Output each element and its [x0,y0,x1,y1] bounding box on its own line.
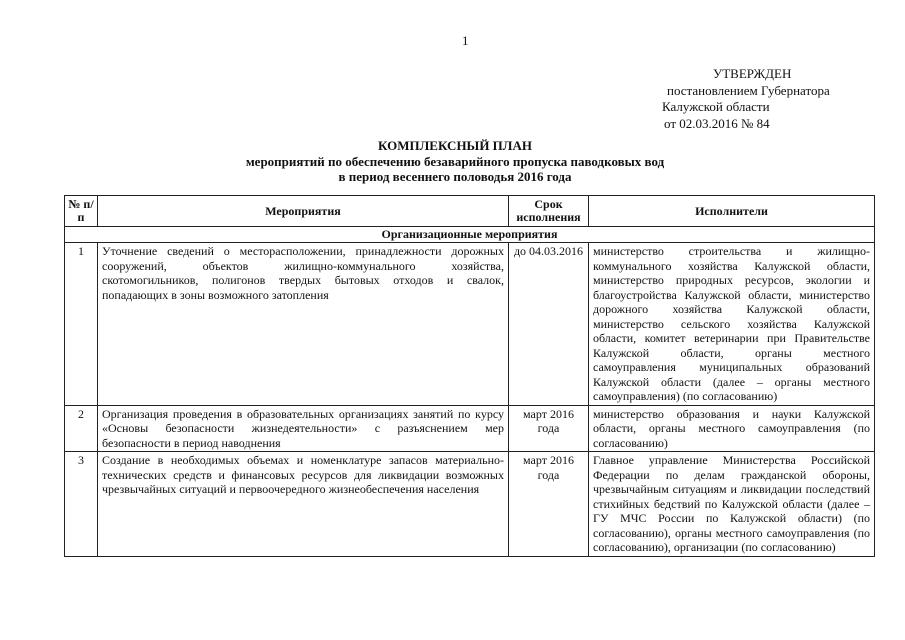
row-number: 2 [65,405,98,452]
table-row [65,243,875,406]
row-executors: Главное управление Министерства Российской Федерации по делам гражданской обороны, чрезвычайным ситуациям и ликвидации последствий стихийных бедствий по Калужской области (далее – ГУ МЧС России по Калужской области) (по согласованию), органы местного самоуправления (по согласованию), организации (по согласованию) [589,452,875,557]
page-number: 1 [462,33,469,48]
document-title-line-1: КОМПЛЕКСНЫЙ ПЛАН [378,138,532,153]
approval-line-3: от 02.03.2016 № 84 [664,115,770,131]
table-row [65,405,875,452]
row-event: Создание в необходимых объемах и номенклатуре запасов материально-технических средств и финансовых ресурсов для ликвидации возможных чрезвычайных ситуаций и первоочередного жизнеобеспечения населения [98,452,509,557]
row-executors: министерство строительства и жилищно-коммунального хозяйства Калужской области, министерство природных ресурсов, экологии и благоустройства Калужской области, министерство дорожного хозяйства Калужской области, министерство сельского хозяйства Калужской области, комитет ветеринарии при Правительстве Калужской области, органы местного самоуправления муниципальных образований Калужской области (далее – органы местного самоуправления) (по согласованию) [589,243,875,406]
plan-table [64,195,875,557]
approval-line-1: постановлением Губернатора [667,82,830,98]
approval-stamp [662,66,830,132]
header-term: Срок исполнения [509,196,589,227]
row-number: 3 [65,452,98,557]
row-event: Организация проведения в образовательных организациях занятий по курсу «Основы безопасности жизнедеятельности» с разъяснением мер безопасности в период наводнения [98,405,509,452]
document-title-line-3: в период весеннего половодья 2016 года [338,169,572,184]
section-row [65,227,875,243]
row-term: март 2016 года [509,405,589,452]
approval-line-2: Калужской области [662,99,770,114]
header-event: Мероприятия [98,196,509,227]
row-term: до 04.03.2016 [509,243,589,406]
header-executors: Исполнители [589,196,875,227]
row-event: Уточнение сведений о месторасположении, принадлежности дорожных сооружений, объектов жилищно-коммунального хозяйства, скотомогильников, полигонов твердых бытовых отходов и свалок, попадающих в зоны возможного затопления [98,243,509,406]
approval-title: УТВЕРЖДЕН [713,66,792,81]
row-number: 1 [65,243,98,406]
row-term: март 2016 года [509,452,589,557]
document-title [90,138,820,185]
row-executors: министерство образования и науки Калужской области, органы местного самоуправления (по согласованию) [589,405,875,452]
table-row [65,452,875,557]
table-header-row [65,196,875,227]
section-title: Организационные мероприятия [65,227,875,243]
header-number: № п/п [65,196,98,227]
document-title-line-2: мероприятий по обеспечению безаварийного пропуска паводковых вод [245,153,665,169]
